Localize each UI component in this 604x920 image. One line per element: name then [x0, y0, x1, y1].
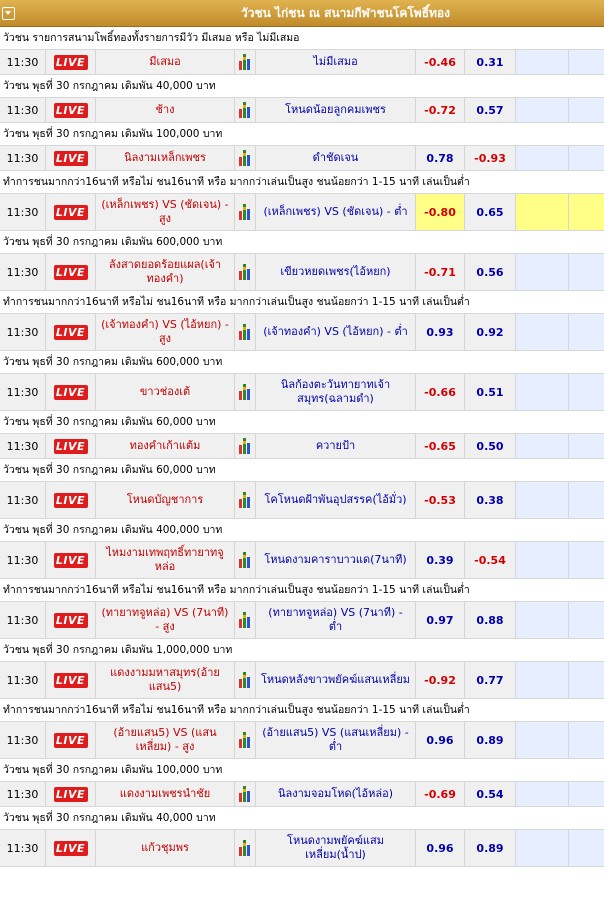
extra-cell: [516, 374, 569, 410]
chart-icon[interactable]: [239, 324, 251, 340]
live-button[interactable]: LIVE: [54, 439, 88, 454]
extra-cell: [516, 482, 569, 518]
match-time: 11:30: [0, 254, 46, 290]
match-info: วัวชน พุธที่ 30 กรกฎาคม เดิมพัน 60,000 บาท: [0, 459, 604, 482]
away-team[interactable]: เขียวหยดเพชร(ไอ้หยก): [256, 254, 416, 290]
extra-cell: [569, 254, 604, 290]
match-info: วัวชน พุธที่ 30 กรกฎาคม เดิมพัน 40,000 บาท: [0, 807, 604, 830]
extra-cell: [569, 50, 604, 74]
live-button[interactable]: LIVE: [54, 553, 88, 568]
match-list: [0, 27, 604, 867]
chart-icon[interactable]: [239, 492, 251, 508]
chart-icon[interactable]: [239, 102, 251, 118]
match-time: 11:30: [0, 830, 46, 866]
chart-cell: [235, 50, 256, 74]
live-button[interactable]: LIVE: [54, 841, 88, 856]
odds-home[interactable]: -0.53: [416, 482, 465, 518]
odds-away[interactable]: 0.56: [465, 254, 516, 290]
extra-cell: [516, 830, 569, 866]
home-team[interactable]: (อ้ายแสน5) VS (แสนเหลี่ยม) - สูง: [96, 722, 235, 758]
match-row: [0, 434, 604, 459]
match-row: [0, 662, 604, 699]
live-button[interactable]: LIVE: [54, 733, 88, 748]
home-team[interactable]: โหนดบัญชาการ: [96, 482, 235, 518]
extra-cell: [516, 254, 569, 290]
odds-away[interactable]: 0.38: [465, 482, 516, 518]
odds-away[interactable]: 0.89: [465, 830, 516, 866]
live-button[interactable]: LIVE: [54, 613, 88, 628]
match-info: วัวชน พุธที่ 30 กรกฎาคม เดิมพัน 60,000 บาท: [0, 411, 604, 434]
chart-icon[interactable]: [239, 150, 251, 166]
live-button[interactable]: LIVE: [54, 493, 88, 508]
match-row: [0, 374, 604, 411]
chart-cell: [235, 98, 256, 122]
odds-home[interactable]: -0.69: [416, 782, 465, 806]
odds-away[interactable]: 0.89: [465, 722, 516, 758]
extra-cell: [569, 98, 604, 122]
live-cell: [46, 254, 96, 290]
live-button[interactable]: LIVE: [54, 103, 88, 118]
odds-away[interactable]: 0.57: [465, 98, 516, 122]
live-button[interactable]: LIVE: [54, 55, 88, 70]
live-cell: [46, 602, 96, 638]
extra-cell: [516, 722, 569, 758]
chart-icon[interactable]: [239, 672, 251, 688]
odds-home[interactable]: -0.66: [416, 374, 465, 410]
extra-cell: [516, 434, 569, 458]
extra-cell: [516, 542, 569, 578]
extra-cell: [516, 314, 569, 350]
odds-home[interactable]: 0.96: [416, 722, 465, 758]
odds-away[interactable]: 0.31: [465, 50, 516, 74]
live-cell: [46, 146, 96, 170]
odds-home[interactable]: -0.72: [416, 98, 465, 122]
chart-icon[interactable]: [239, 786, 251, 802]
match-time: 11:30: [0, 374, 46, 410]
away-team[interactable]: นิลงามจอมโหด(ไอ้หล่อ): [256, 782, 416, 806]
match-info: ทำการชนมากกว่า16นาที หรือไม่ ชน16นาที หรือ มากกว่าเล่นเป็นสูง ชนน้อยกว่า 1-15 นาที เล่นเป็นต่ำ: [0, 579, 604, 602]
match-row: [0, 482, 604, 519]
match-row: [0, 830, 604, 867]
live-cell: [46, 434, 96, 458]
match-row: [0, 50, 604, 75]
extra-cell: [569, 434, 604, 458]
home-team[interactable]: แดงงามเพชรนำชัย: [96, 782, 235, 806]
odds-home[interactable]: 0.39: [416, 542, 465, 578]
extra-cell: [569, 662, 604, 698]
match-info: ทำการชนมากกว่า16นาที หรือไม่ ชน16นาที หรือ มากกว่าเล่นเป็นสูง ชนน้อยกว่า 1-15 นาที เล่นเป็นต่ำ: [0, 291, 604, 314]
match-time: 11:30: [0, 434, 46, 458]
odds-away[interactable]: 0.50: [465, 434, 516, 458]
match-time: 11:30: [0, 314, 46, 350]
chart-icon[interactable]: [239, 552, 251, 568]
match-row: [0, 542, 604, 579]
odds-away[interactable]: 0.77: [465, 662, 516, 698]
chart-icon[interactable]: [239, 732, 251, 748]
match-info: วัวชน พุธที่ 30 กรกฎาคม เดิมพัน 1,000,000 บาท: [0, 639, 604, 662]
chart-cell: [235, 434, 256, 458]
live-cell: [46, 482, 96, 518]
chart-cell: [235, 146, 256, 170]
live-button[interactable]: LIVE: [54, 787, 88, 802]
away-team[interactable]: ไม่มีเสมอ: [256, 50, 416, 74]
odds-home[interactable]: -0.71: [416, 254, 465, 290]
match-row: [0, 722, 604, 759]
extra-cell: [569, 782, 604, 806]
live-button[interactable]: LIVE: [54, 265, 88, 280]
home-team[interactable]: ไหมงามเทพฤทธิ์ทายาทจูหล่อ: [96, 542, 235, 578]
away-team[interactable]: ดำชัดเจน: [256, 146, 416, 170]
chart-cell: [235, 722, 256, 758]
extra-cell: [516, 602, 569, 638]
match-info: ทำการชนมากกว่า16นาที หรือไม่ ชน16นาที หรือ มากกว่าเล่นเป็นสูง ชนน้อยกว่า 1-15 นาที เล่นเป็นต่ำ: [0, 171, 604, 194]
match-time: 11:30: [0, 602, 46, 638]
extra-cell: [516, 50, 569, 74]
home-team[interactable]: (เหล็กเพชร) VS (ชัดเจน) - สูง: [96, 194, 235, 230]
extra-cell: [569, 542, 604, 578]
extra-cell: [516, 146, 569, 170]
home-team[interactable]: (เจ้าทองคำ) VS (ไอ้หยก) - สูง: [96, 314, 235, 350]
odds-away[interactable]: 0.54: [465, 782, 516, 806]
chart-cell: [235, 782, 256, 806]
chart-cell: [235, 482, 256, 518]
match-row: [0, 98, 604, 123]
live-button[interactable]: LIVE: [54, 151, 88, 166]
match-info: วัวชน พุธที่ 30 กรกฎาคม เดิมพัน 600,000 บาท: [0, 351, 604, 374]
match-time: 11:30: [0, 98, 46, 122]
live-button[interactable]: LIVE: [54, 325, 88, 340]
chart-cell: [235, 374, 256, 410]
live-cell: [46, 374, 96, 410]
match-info: วัวชน พุธที่ 30 กรกฎาคม เดิมพัน 100,000 บาท: [0, 759, 604, 782]
home-team[interactable]: แดงงามมหาสมุทร(อ้ายแสน5): [96, 662, 235, 698]
extra-cell: [516, 98, 569, 122]
chart-cell: [235, 194, 256, 230]
match-time: 11:30: [0, 782, 46, 806]
live-button[interactable]: LIVE: [54, 205, 88, 220]
away-team[interactable]: โคโหนดฝ้าพันอุปสรรค(ไอ้มั่ว): [256, 482, 416, 518]
away-team[interactable]: โหนดงามพยัคฆ์แสมเหลี่ยม(น้ำป): [256, 830, 416, 866]
away-team[interactable]: โหนดหลังขาวพยัคฆ์แสนเหลี่ยม: [256, 662, 416, 698]
away-team[interactable]: (เจ้าทองคำ) VS (ไอ้หยก) - ต่ำ: [256, 314, 416, 350]
odds-home[interactable]: -0.92: [416, 662, 465, 698]
match-time: 11:30: [0, 50, 46, 74]
extra-cell: [516, 782, 569, 806]
odds-home[interactable]: 0.96: [416, 830, 465, 866]
odds-home[interactable]: 0.78: [416, 146, 465, 170]
match-info: วัวชน พุธที่ 30 กรกฎาคม เดิมพัน 40,000 บาท: [0, 75, 604, 98]
chart-cell: [235, 602, 256, 638]
home-team[interactable]: ลังสาดยอดร้อยแผล(เจ้าทองคำ): [96, 254, 235, 290]
extra-cell: [569, 830, 604, 866]
odds-away[interactable]: 0.92: [465, 314, 516, 350]
extra-cell: [569, 482, 604, 518]
chart-icon[interactable]: [239, 438, 251, 454]
match-info: วัวชน พุธที่ 30 กรกฎาคม เดิมพัน 400,000 บาท: [0, 519, 604, 542]
odds-home[interactable]: 0.97: [416, 602, 465, 638]
odds-home[interactable]: -0.46: [416, 50, 465, 74]
match-time: 11:30: [0, 146, 46, 170]
home-team[interactable]: (ทายาทจูหล่อ) VS (7นาที) - สูง: [96, 602, 235, 638]
chevron-down-icon: [2, 7, 15, 20]
live-cell: [46, 662, 96, 698]
away-team[interactable]: โหนดงามคาราบาวแด(7นาที): [256, 542, 416, 578]
match-info: วัวชน พุธที่ 30 กรกฎาคม เดิมพัน 600,000 บาท: [0, 231, 604, 254]
chart-icon[interactable]: [239, 54, 251, 70]
chart-cell: [235, 254, 256, 290]
odds-home[interactable]: -0.80: [416, 194, 465, 230]
live-cell: [46, 542, 96, 578]
extra-cell: [569, 602, 604, 638]
home-team[interactable]: ช้าง: [96, 98, 235, 122]
chart-cell: [235, 662, 256, 698]
chart-icon[interactable]: [239, 840, 251, 856]
extra-cell: [569, 374, 604, 410]
match-time: 11:30: [0, 542, 46, 578]
home-team[interactable]: ขาวช่องเต้: [96, 374, 235, 410]
odds-away[interactable]: -0.93: [465, 146, 516, 170]
match-time: 11:30: [0, 482, 46, 518]
chart-icon[interactable]: [239, 384, 251, 400]
odds-away[interactable]: 0.65: [465, 194, 516, 230]
match-row: [0, 146, 604, 171]
chart-icon[interactable]: [239, 612, 251, 628]
live-cell: [46, 194, 96, 230]
match-info: วัวชน พุธที่ 30 กรกฎาคม เดิมพัน 100,000 บาท: [0, 123, 604, 146]
odds-away[interactable]: 0.88: [465, 602, 516, 638]
extra-cell: [516, 194, 569, 230]
match-row: [0, 602, 604, 639]
collapse-toggle[interactable]: [0, 0, 17, 26]
live-cell: [46, 50, 96, 74]
home-team[interactable]: นิลงามเหล็กเพชร: [96, 146, 235, 170]
match-time: 11:30: [0, 662, 46, 698]
away-team[interactable]: (อ้ายแสน5) VS (แสนเหลี่ยม) - ต่ำ: [256, 722, 416, 758]
live-cell: [46, 98, 96, 122]
odds-away[interactable]: -0.54: [465, 542, 516, 578]
live-cell: [46, 782, 96, 806]
match-time: 11:30: [0, 194, 46, 230]
chart-cell: [235, 314, 256, 350]
extra-cell: [569, 146, 604, 170]
live-cell: [46, 314, 96, 350]
chart-icon[interactable]: [239, 264, 251, 280]
extra-cell: [516, 662, 569, 698]
live-button[interactable]: LIVE: [54, 673, 88, 688]
match-row: [0, 194, 604, 231]
odds-away[interactable]: 0.51: [465, 374, 516, 410]
header-bar: [0, 0, 604, 27]
chart-cell: [235, 830, 256, 866]
match-time: 11:30: [0, 722, 46, 758]
chart-cell: [235, 542, 256, 578]
odds-home[interactable]: -0.65: [416, 434, 465, 458]
match-info: วัวชน รายการสนามโพธิ์ทองทั้งรายการมีวัว มีเสมอ หรือ ไม่มีเสมอ: [0, 27, 604, 50]
away-team[interactable]: ควายป้า: [256, 434, 416, 458]
away-team[interactable]: นิลก้องตะวันทายาทเจ้าสมุทร(ฉลามดำ): [256, 374, 416, 410]
away-team[interactable]: โหนดน้อยลูกคมเพชร: [256, 98, 416, 122]
page-title: วัวชน ไก่ชน ณ สนามกีฬาชนโคโพธิ์ทอง: [241, 5, 450, 20]
odds-home[interactable]: 0.93: [416, 314, 465, 350]
away-team[interactable]: (ทายาทจูหล่อ) VS (7นาที) - ต่ำ: [256, 602, 416, 638]
match-row: [0, 782, 604, 807]
live-cell: [46, 722, 96, 758]
extra-cell: [569, 722, 604, 758]
home-team[interactable]: มีเสมอ: [96, 50, 235, 74]
match-row: [0, 314, 604, 351]
away-team[interactable]: (เหล็กเพชร) VS (ชัดเจน) - ต่ำ: [256, 194, 416, 230]
home-team[interactable]: แก้วชุมพร: [96, 830, 235, 866]
extra-cell: [569, 314, 604, 350]
live-button[interactable]: LIVE: [54, 385, 88, 400]
live-cell: [46, 830, 96, 866]
chart-icon[interactable]: [239, 204, 251, 220]
extra-cell: [569, 194, 604, 230]
home-team[interactable]: ทองคำเก้าแต้ม: [96, 434, 235, 458]
match-info: ทำการชนมากกว่า16นาที หรือไม่ ชน16นาที หรือ มากกว่าเล่นเป็นสูง ชนน้อยกว่า 1-15 นาที เล่นเป็นต่ำ: [0, 699, 604, 722]
match-row: [0, 254, 604, 291]
